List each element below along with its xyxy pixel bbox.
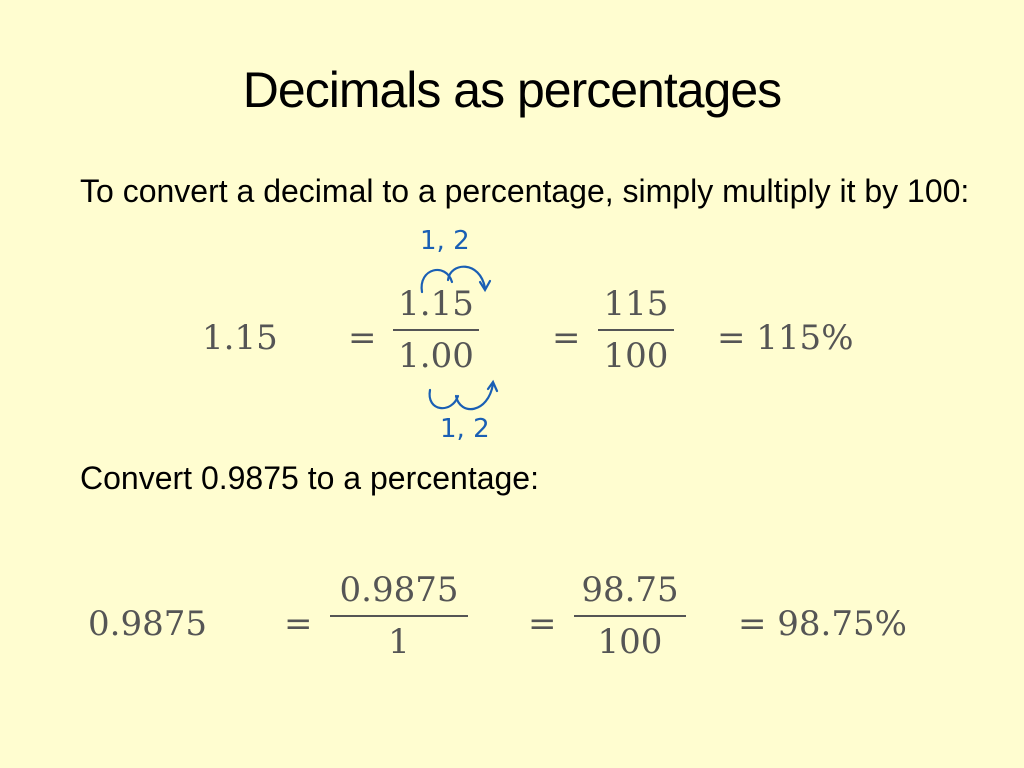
example-1-fraction-1-denominator: 1.00 (398, 336, 474, 376)
example-2-equals-2: = (528, 604, 557, 644)
example-2-fraction-1-numerator: 0.9875 (339, 570, 459, 610)
slide-title: Decimals as percentages (242, 62, 782, 118)
bottom-hop-arrow-2 (456, 384, 493, 409)
instruction-text: To convert a decimal to a percentage, simply multiply it by 100: (80, 173, 970, 209)
example-2-fraction-1-denominator: 1 (388, 622, 410, 662)
example-2-result: = 98.75% (738, 604, 907, 644)
question-text: Convert 0.9875 to a percentage: (80, 460, 539, 496)
bottom-hop-arrow-1 (430, 390, 458, 408)
example-2-decimal: 0.9875 (88, 604, 207, 644)
example-2-fraction-2-numerator: 98.75 (581, 570, 679, 610)
example-2-fraction-2 (574, 570, 686, 662)
annotation-bottom-label: 1, 2 (440, 414, 490, 444)
top-hop-arrow-1 (422, 270, 452, 292)
example-1-fraction-2-numerator: 115 (603, 284, 669, 324)
top-hop-arrow-2 (448, 267, 485, 288)
example-1-equals-1: = (348, 318, 377, 358)
fraction-bar (574, 615, 686, 617)
example-2-equals-1: = (284, 604, 313, 644)
example-2-fraction-1 (330, 570, 468, 662)
example-1-equals-2: = (552, 318, 581, 358)
annotation-top-label: 1, 2 (420, 226, 470, 256)
example-1-fraction-1-numerator: 1.15 (398, 284, 474, 324)
example-1-fraction-2-denominator: 100 (603, 336, 669, 376)
example-1-decimal: 1.15 (202, 318, 278, 358)
example-2-fraction-2-denominator: 100 (597, 622, 663, 662)
fraction-bar (330, 615, 468, 617)
example-1-result: = 115% (717, 318, 854, 358)
